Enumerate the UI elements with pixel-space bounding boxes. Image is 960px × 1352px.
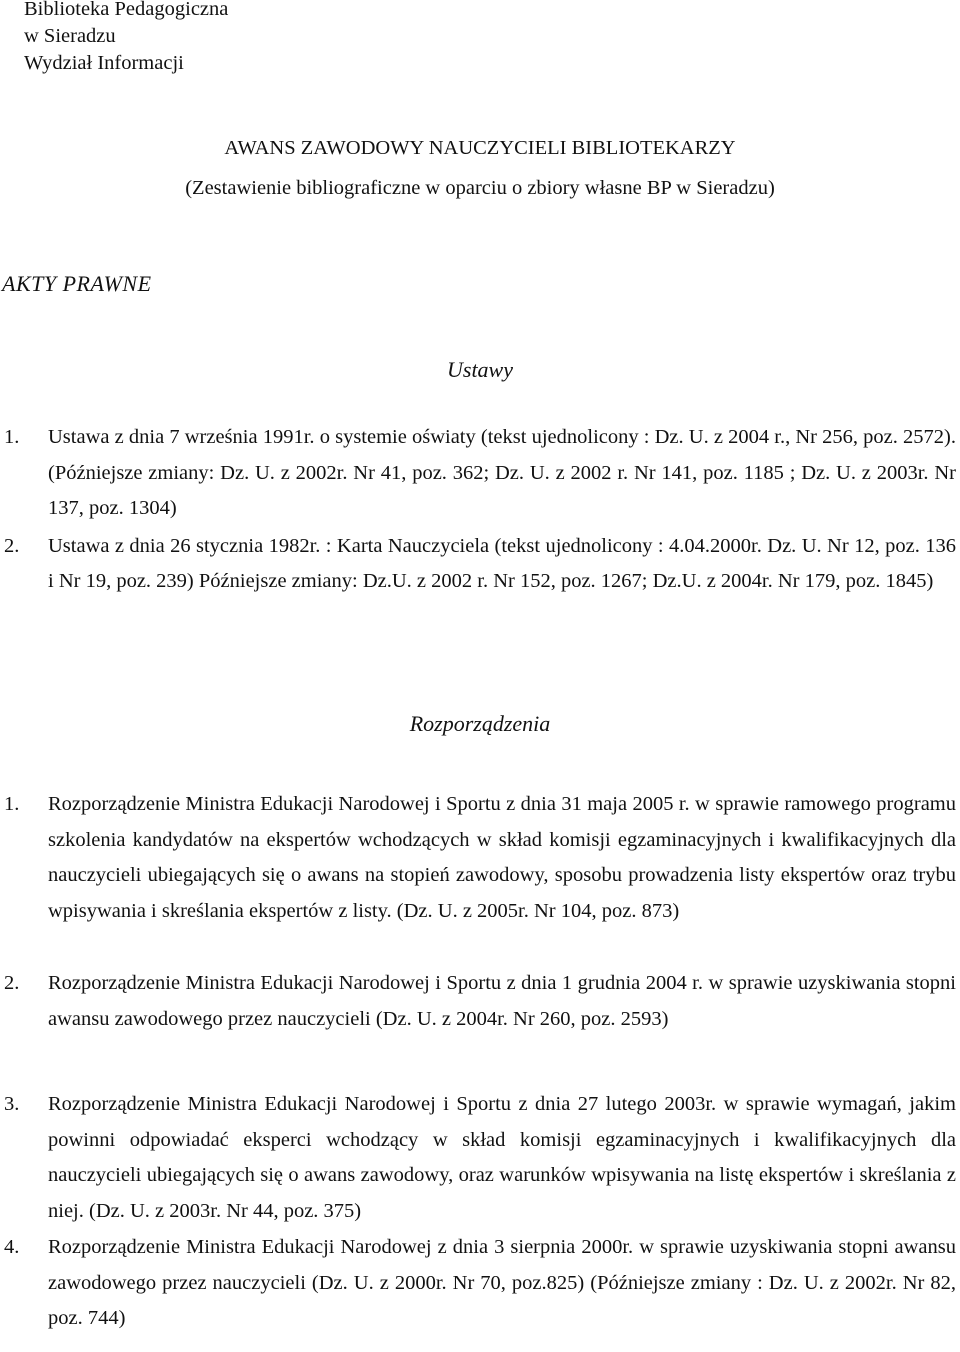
document-title: AWANS ZAWODOWY NAUCZYCIELI BIBLIOTEKARZY (224, 137, 736, 159)
institution-department: Wydział Informacji (24, 52, 184, 74)
list-item-number: 1. (4, 426, 20, 448)
list-item-text: Rozporządzenie Ministra Edukacji Narodowej i Sportu z dnia 1 grudnia 2004 r. w sprawie uzyskiwania stopni awansu zawodowego przez nauczycieli (Dz. U. z 2004r. Nr 260, poz. 2593) (48, 972, 956, 1030)
list-item (0, 1087, 960, 1230)
list-item-text: Rozporządzenie Ministra Edukacji Narodowej i Sportu z dnia 31 maja 2005 r. w sprawie ramowego programu szkolenia kandydatów na ekspertów wchodzących w skład komisji egzaminacyjnych i kwalifikacyjnych dla nauczycieli ubiegających się o awans na stopień zawodowy, sposobu prowadzenia listy ekspertów oraz trybu wpisywania i skreślania ekspertów z listy. (Dz. U. z 2005r. Nr 104, poz. 873) (48, 793, 956, 922)
ustawy-list (0, 420, 960, 600)
institution-name: Biblioteka Pedagogiczna (24, 0, 229, 20)
list-item-text: Ustawa z dnia 7 września 1991r. o systemie oświaty (tekst ujednolicony : Dz. U. z 2004 r., Nr 256, poz. 2572). (Późniejsze zmiany: Dz. U. z 2002r. Nr 41, poz. 362; Dz. U. z 2002 r. Nr 141, poz. 1185 ; Dz. U. z 2003r. Nr 137, poz. 1304) (48, 426, 956, 519)
list-item-number: 4. (4, 1236, 20, 1258)
list-item-text: Ustawa z dnia 26 stycznia 1982r. : Karta Nauczyciela (tekst ujednolicony : 4.04.2000r. Dz. U. Nr 12, poz. 136 i Nr 19, poz. 239) Późniejsze zmiany: Dz.U. z 2002 r. Nr 152, poz. 1267; Dz.U. z 2004r. Nr 179, poz. 1845) (48, 534, 956, 592)
list-item-text: Rozporządzenie Ministra Edukacji Narodowej z dnia 3 sierpnia 2000r. w sprawie uzyskiwania stopni awansu zawodowego przez nauczycieli (Dz. U. z 2000r. Nr 70, poz.825) (Późniejsze zmiany : Dz. U. z 2002r. Nr 82, poz. 744) (48, 1236, 956, 1329)
institution-block (24, 0, 228, 77)
rozporzadzenia-list (0, 787, 960, 1337)
rozporzadzenia-heading: Rozporządzenia (409, 711, 551, 736)
list-item (0, 966, 960, 1087)
list-item-number: 2. (4, 972, 20, 994)
list-item (0, 1230, 960, 1337)
list-item (0, 787, 960, 966)
list-item (0, 420, 960, 527)
section-heading: AKTY PRAWNE (2, 271, 152, 296)
list-item-number: 1. (4, 793, 20, 815)
institution-location: w Sieradzu (24, 25, 116, 47)
list-item-text: Rozporządzenie Ministra Edukacji Narodowej i Sportu z dnia 27 lutego 2003r. w sprawie wymagań, jakim powinni odpowiadać eksperci wchodzący w skład komisji egzaminacyjnych i kwalifikacyjnych dla nauczycieli ubiegających się o awans zawodowy, oraz warunków wpisywania na listę ekspertów i skreślania z niej. (Dz. U. z 2003r. Nr 44, poz. 375) (48, 1093, 956, 1222)
document-subtitle: (Zestawienie bibliograficzne w oparciu o zbiory własne BP w Sieradzu) (185, 177, 775, 199)
list-item-number: 2. (4, 534, 20, 557)
list-item (0, 529, 960, 600)
list-item-number: 3. (4, 1093, 20, 1115)
document-title-block (0, 128, 960, 208)
ustawy-heading: Ustawy (447, 357, 513, 382)
